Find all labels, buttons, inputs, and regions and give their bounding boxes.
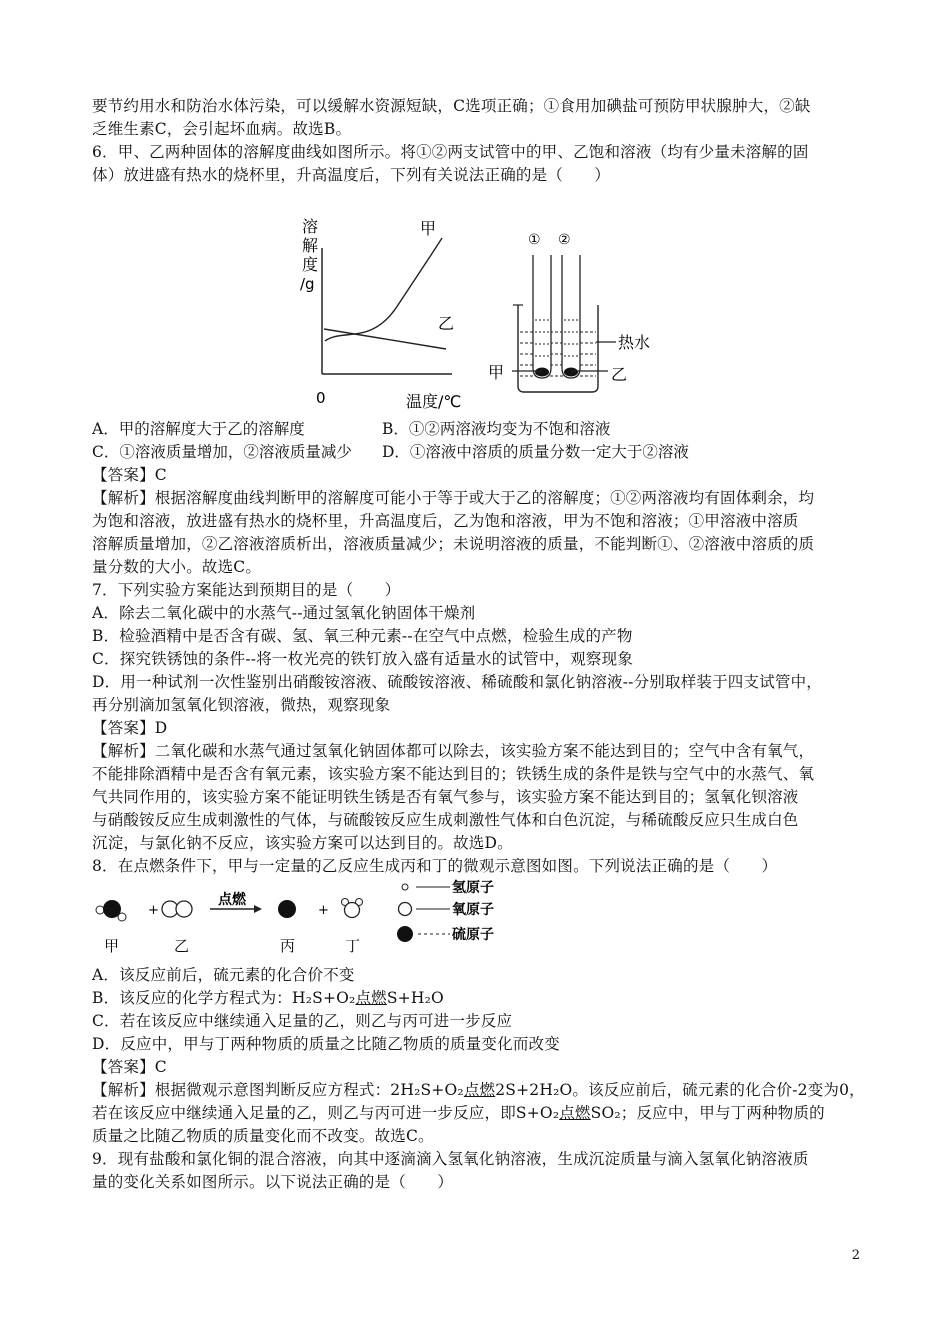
option-d: D．用一种试剂一次性鉴别出硝酸铵溶液、硫酸铵溶液、稀硫酸和氯化钠溶液--分别取样装于四支试管中， [92,673,823,691]
test-tube-1 [533,255,551,378]
analysis: 若在该反应中继续通入足量的乙，则乙与丙可进一步反应，即S+O₂点燃SO₂；反应中，甲与丁两种物质的 [92,1104,825,1122]
y-axis-label: 溶 [302,217,319,236]
question-6-options-cd [92,441,689,463]
page-number: 2 [851,1248,860,1263]
y-axis-label: 度 [302,255,319,274]
y-axis-label: /g [300,275,315,293]
tube-2-label: ② [558,232,571,248]
question-6-stem: 6．甲、乙两种固体的溶解度曲线如图所示。将①②两支试管中的甲、乙饱和溶液（均有少量未溶解的固 [92,143,809,161]
question-6-stem: 体）放进盛有热水的烧杯里，升高温度后，下列有关说法正确的是（ ） [92,166,611,184]
answer: 【答案】D [92,719,168,737]
option-a: A．除去二氧化碳中的水蒸气--通过氢氧化钠固体干燥剂 [92,604,476,622]
analysis: 不能排除酒精中是否含有氧元素，该实验方案不能达到目的；铁锈生成的条件是铁与空气中的水蒸气、氧 [92,765,815,783]
molecule-yi [162,901,192,917]
text-line: 乏维生素C，会引起坏血病。故选B。 [92,120,352,138]
molecule-bing [278,900,296,918]
analysis: 溶解质量增加，②乙溶液溶质析出，溶液质量减少；未说明溶液的质量，不能判断①、②溶液中溶质的质 [92,535,815,553]
analysis: 【解析】根据微观示意图判断反应方程式：2H₂S+O₂点燃2S+2H₂O。该反应前后，硫元素的化合价-2变为0， [92,1081,865,1099]
option-d: D．①溶液中溶质的质量分数一定大于②溶液 [382,443,689,461]
label-ding: 丁 [345,937,361,955]
hot-water-label: 热水 [618,333,651,352]
beaker-apparatus [488,232,650,392]
option-d: D．反应中，甲与丁两种物质的质量之比随乙物质的质量变化而改变 [92,1035,560,1053]
answer: 【答案】C [92,466,167,484]
legend-oxygen: 氧原子 [452,902,494,918]
question-8-stem: 8．在点燃条件下，甲与一定量的乙反应生成丙和丁的微观示意图如图。下列说法正确的是（ ） [92,857,778,875]
tube-1-label: ① [528,232,541,248]
origin-label: 0 [316,389,326,407]
question-9-stem: 量的变化关系如图所示。以下说法正确的是（ ） [92,1173,454,1191]
question-6-options-ab [92,418,611,440]
analysis: 【解析】二氧化碳和水蒸气通过氢氧化钠固体都可以除去，该实验方案不能达到目的；空气中含有氧气， [92,742,815,760]
option-a: A．甲的溶解度大于乙的溶解度 [92,420,305,438]
option-c: C．若在该反应中继续通入足量的乙，则乙与丙可进一步反应 [92,1012,513,1030]
condition-label: 点燃 [218,892,246,908]
curve-jia-label: 甲 [420,219,437,238]
analysis: 量分数的大小。故选C。 [92,558,262,576]
question-9-stem: 9．现有盐酸和氯化铜的混合溶液，向其中逐滴滴入氢氧化钠溶液，生成沉淀质量与滴入氢氧化钠溶液质 [92,1150,809,1168]
option-d: 再分别滴加氢氧化钡溶液，微热，观察现象 [92,696,391,714]
legend-sulfur: 硫原子 [452,927,494,943]
label-yi: 乙 [174,937,190,955]
option-c: C．①溶液质量增加，②溶液质量减少 [92,443,352,461]
option-b: B．检验酒精中是否含有碳、氢、氧三种元素--在空气中点燃，检验生成的产物 [92,627,633,645]
analysis: 气共同作用的，该实验方案不能证明铁生锈是否有氧气参与，该实验方案不能达到目的；氢氧化钡溶液 [92,788,799,806]
x-axis-label: 温度/℃ [406,392,462,411]
option-a: A．该反应前后，硫元素的化合价不变 [92,966,355,984]
plus-sign: + [148,903,159,918]
beaker-left-label: 甲 [488,363,505,382]
curve-jia [325,238,442,341]
curve-yi [324,329,446,349]
molecule-ding [342,899,363,918]
analysis: 【解析】根据溶解度曲线判断甲的溶解度可能小于等于或大于乙的溶解度；①②两溶液均有固体剩余，均 [92,489,815,507]
option-c: C．探究铁锈蚀的条件--将一枚光亮的铁钉放入盛有适量水的试管中，观察现象 [92,650,634,668]
analysis: 质量之比随乙物质的质量变化而不改变。故选C。 [92,1127,434,1145]
solubility-figure [280,208,680,416]
solubility-graph [300,217,461,411]
beaker [518,305,598,392]
analysis: 沉淀，与氯化钠不反应，该实验方案可以达到目的。故选D。 [92,834,513,852]
microscopic-diagram [88,876,518,962]
legend-hydrogen: 氢原子 [452,880,494,896]
legend [397,879,494,943]
molecule-jia [96,900,126,921]
option-b: B．①②两溶液均变为不饱和溶液 [382,420,611,438]
option-b: B．该反应的化学方程式为：H₂S+O₂点燃S+H₂O [92,989,444,1007]
analysis: 与硝酸铵反应生成刺激性的气体，与硫酸铵反应生成刺激性气体和白色沉淀，与稀硫酸反应只生成白色 [92,811,799,829]
label-jia: 甲 [104,937,120,955]
answer: 【答案】C [92,1058,167,1076]
test-tube-2 [562,255,580,378]
beaker-right-label: 乙 [611,365,628,384]
question-7-stem: 7．下列实验方案能达到预期目的是（ ） [92,581,401,599]
analysis: 为饱和溶液，放进盛有热水的烧杯里，升高温度后，乙为饱和溶液，甲为不饱和溶液；①甲溶液中溶质 [92,512,799,530]
text-line: 要节约用水和防治水体污染，可以缓解水资源短缺，C选项正确；①食用加碘盐可预防甲状腺肿大，②缺 [92,97,811,115]
curve-yi-label: 乙 [438,314,455,333]
y-axis-label: 解 [302,236,319,255]
plus-sign: + [318,903,329,918]
label-bing: 丙 [280,937,296,955]
